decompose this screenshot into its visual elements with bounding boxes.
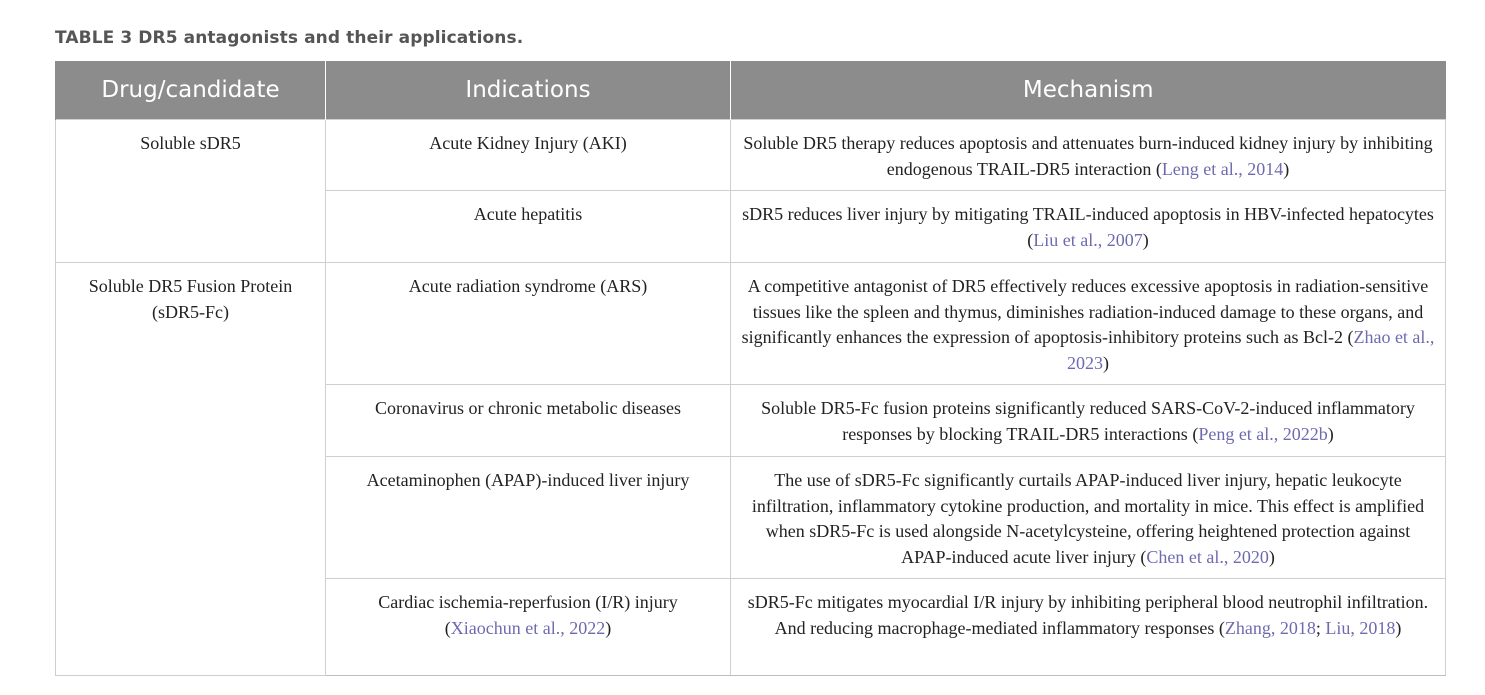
header-mechanism: Mechanism xyxy=(731,61,1446,120)
indication-cell: Acute hepatitis xyxy=(326,191,731,263)
mechanism-text: Soluble DR5 therapy reduces apoptosis and attenuates burn-induced kidney injury by inhibiting endogenous TRAIL-DR5 interaction ( xyxy=(743,133,1433,179)
mechanism-text: The use of sDR5-Fc significantly curtails APAP-induced liver injury, hepatic leukocyte infiltration, inflammatory cytokine production, and mortality in mice. This effect is amplified when sDR5-Fc is used alongside N-acetylcysteine, offering heightened protection against APAP-induced acute liver injury ( xyxy=(751,470,1425,567)
mechanism-text: sDR5-Fc mitigates myocardial I/R injury by inhibiting peripheral blood neutrophil infiltration. And reducing macrophage-mediated inflammatory responses ( xyxy=(747,592,1429,638)
mechanism-cell xyxy=(731,579,1446,676)
citation-link[interactable]: Chen et al., 2020 xyxy=(1146,546,1269,567)
citation-link[interactable]: Zhang, 2018 xyxy=(1224,617,1316,638)
mechanism-text: sDR5 reduces liver injury by mitigating TRAIL-induced apoptosis in HBV-infected hepatocytes ( xyxy=(742,204,1434,250)
mechanism-cell xyxy=(731,191,1446,263)
table-row xyxy=(56,263,1446,385)
indication-cell: Acute radiation syndrome (ARS) xyxy=(326,263,731,385)
citation-link[interactable]: Liu et al., 2007 xyxy=(1033,229,1143,250)
mechanism-text: Soluble DR5-Fc fusion proteins significantly reduced SARS-CoV-2-induced inflammatory responses by blocking TRAIL-DR5 interactions ( xyxy=(761,398,1415,444)
header-row xyxy=(56,61,1446,120)
indication-cell: Acetaminophen (APAP)-induced liver injury xyxy=(326,457,731,579)
indication-text: Cardiac ischemia-reperfusion (I/R) injury xyxy=(378,592,678,612)
table-caption: TABLE 3 DR5 antagonists and their applications. xyxy=(55,28,524,48)
paren-close: ) xyxy=(1283,158,1290,179)
citation-link[interactable]: Liu, 2018 xyxy=(1325,617,1396,638)
mechanism-cell xyxy=(731,120,1446,191)
paren-open: ( xyxy=(444,617,451,638)
citation-link[interactable]: Peng et al., 2022b xyxy=(1198,423,1328,444)
paren-close: ) xyxy=(605,617,612,638)
citation-link[interactable]: Zhao et al., 2023 xyxy=(1067,327,1435,373)
indication-cell xyxy=(326,579,731,676)
paren-close: ) xyxy=(1268,546,1275,567)
table-row xyxy=(56,120,1446,191)
paren-close: ) xyxy=(1103,352,1109,373)
mechanism-cell xyxy=(731,263,1446,385)
citation-separator: ; xyxy=(1315,617,1326,638)
drug-cell: Soluble DR5 Fusion Protein (sDR5-Fc) xyxy=(56,263,326,676)
drug-cell: Soluble sDR5 xyxy=(56,120,326,263)
paren-close: ) xyxy=(1327,423,1334,444)
dr5-antagonists-table xyxy=(55,61,1446,676)
mechanism-cell xyxy=(731,457,1446,579)
header-indications: Indications xyxy=(326,61,731,120)
citation-link[interactable]: Xiaochun et al., 2022 xyxy=(450,617,606,638)
citation-link[interactable]: Leng et al., 2014 xyxy=(1161,158,1284,179)
header-drug: Drug/candidate xyxy=(56,61,326,120)
mechanism-cell xyxy=(731,385,1446,457)
mechanism-text: A competitive antagonist of DR5 effectively reduces excessive apoptosis in radiation-sensitive tissues like the spleen and thymus, diminishes radiation-induced damage to these organs, and significantly enhances the expression of apoptosis-inhibitory proteins such as Bcl-2 ( xyxy=(741,276,1429,347)
paren-close: ) xyxy=(1395,617,1402,638)
indication-cell: Acute Kidney Injury (AKI) xyxy=(326,120,731,191)
indication-cell: Coronavirus or chronic metabolic diseases xyxy=(326,385,731,457)
paren-close: ) xyxy=(1142,229,1149,250)
